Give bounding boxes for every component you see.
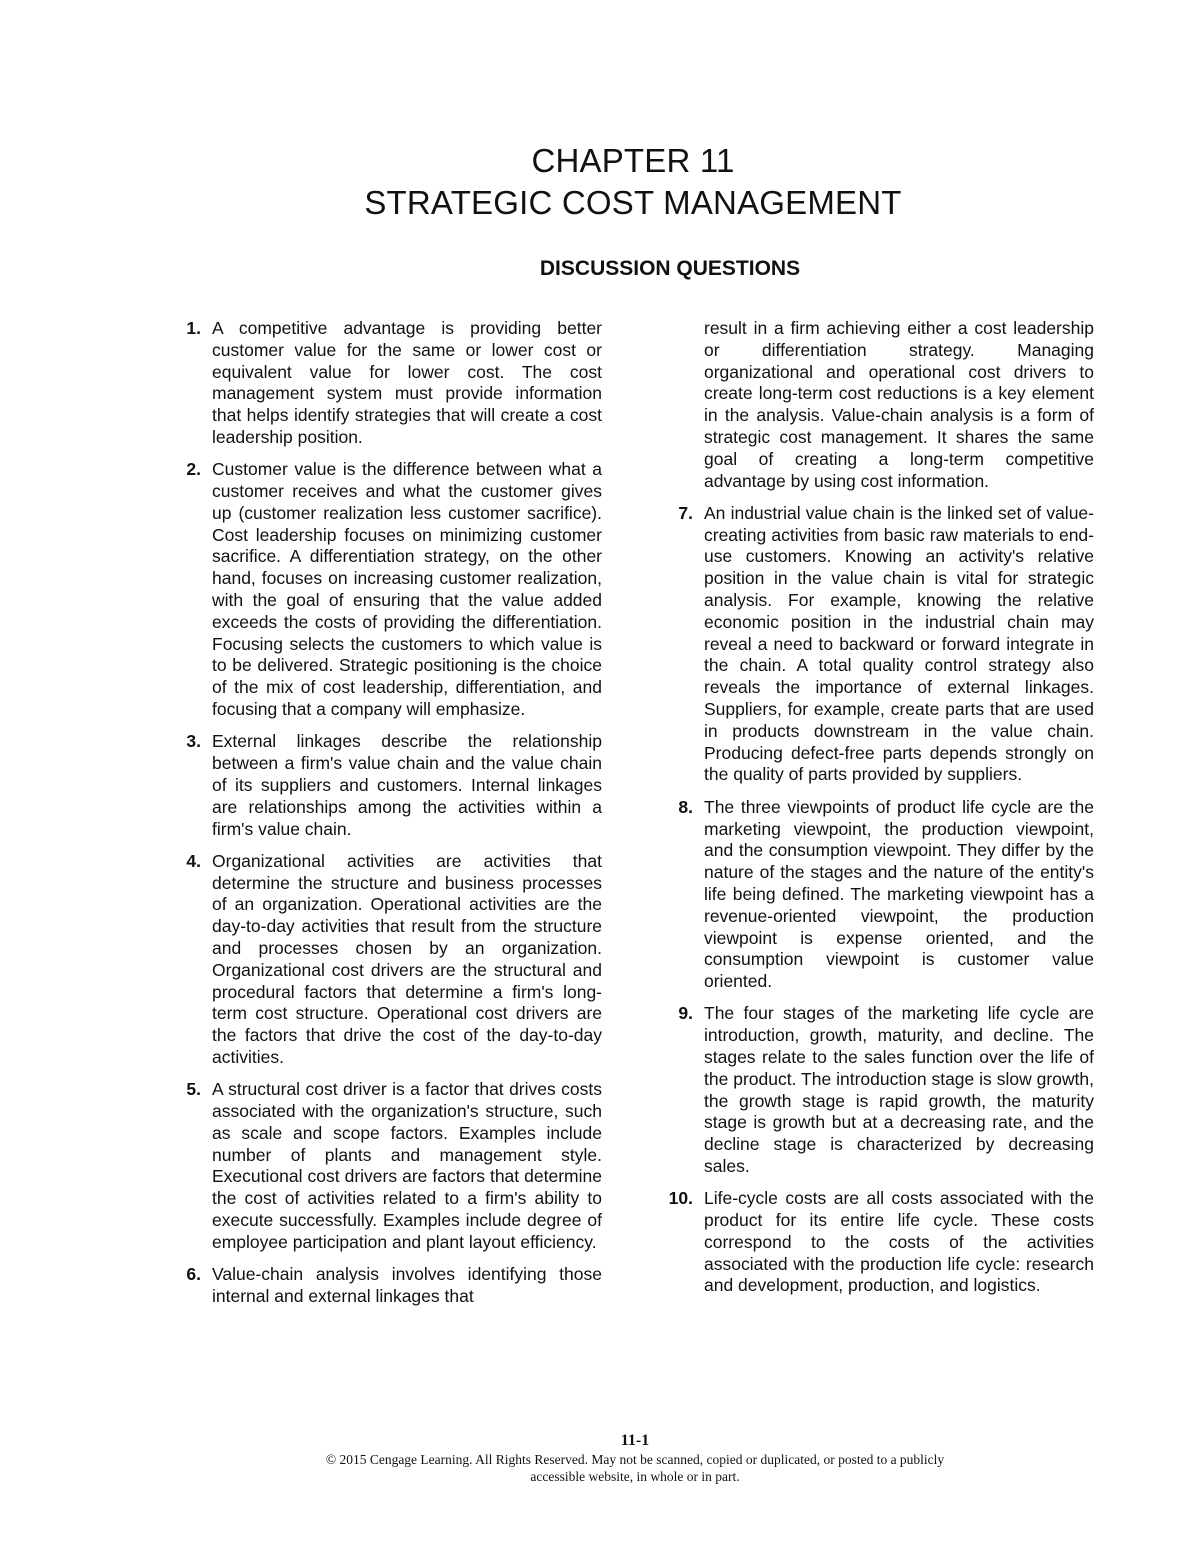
question-number: 6.: [186, 1264, 201, 1285]
question-item: [168, 731, 602, 840]
question-text: The three viewpoints of product life cycle are the marketing viewpoint, the production viewpoint, and the consumption viewpoint. They differ by the nature of the stages and the nature of the entity's life being defined. The marketing viewpoint has a revenue-oriented viewpoint, the production viewpoint is expense oriented, and the consumption viewpoint is customer value oriented.: [704, 796, 1094, 992]
question-number: 5.: [186, 1079, 201, 1100]
question-item: [660, 503, 1094, 786]
section-heading: DISCUSSION QUESTIONS: [539, 257, 801, 280]
question-number: 8.: [678, 796, 693, 817]
question-item: [168, 1079, 602, 1253]
question-item: [660, 1188, 1094, 1297]
chapter-title: [0, 140, 1200, 224]
question-item: [168, 1264, 602, 1308]
question-continuation: [660, 318, 1094, 492]
right-column: [660, 318, 1094, 1308]
question-text: Organizational activities are activities that determine the structure and business processes of an organization. Operational activities are the day-to-day activities that result from the structure and processes chosen by an organization. Organizational cost drivers are the structural and procedural factors that determine a firm's long-term cost structure. Operational cost drivers are the factors that drive the cost of the day-to-day activities.: [212, 850, 602, 1067]
question-item: [660, 1003, 1094, 1177]
question-number: 2.: [186, 459, 201, 480]
question-text: The four stages of the marketing life cycle are introduction, growth, maturity, and decline. The stages relate to the sales function over the life of the product. The introduction stage is slow growth, the growth stage is rapid growth, the maturity stage is growth but at a decreasing rate, and the decline stage is characterized by decreasing sales.: [704, 1003, 1094, 1176]
question-text: Value-chain analysis involves identifying those internal and external linkages that: [212, 1264, 602, 1306]
question-text: An industrial value chain is the linked set of value-creating activities from basic raw materials to end-use customers. Knowing an activity's relative position in the value chain is vital for strategic analysis. For example, knowing the relative economic position in the industrial chain may reveal a need to backward or forward integrate in the chain. A total quality control strategy also reveals the importance of external linkages. Suppliers, for example, create parts that are used in products downstream in the value chain. Producing defect-free parts depends strongly on the quality of parts provided by suppliers.: [704, 502, 1094, 785]
page-number: 11-1: [620, 1432, 650, 1449]
question-number: 3.: [186, 731, 201, 752]
question-text: External linkages describe the relationship between a firm's value chain and the value chain of its suppliers and customers. Internal linkages are relationships among the activities within a firm's value chain.: [212, 731, 602, 839]
question-number: 4.: [186, 850, 201, 871]
question-item: [660, 797, 1094, 993]
left-column: [168, 318, 602, 1318]
question-text: A competitive advantage is providing better customer value for the same or lower cost or equivalent value for lower cost. The cost management system must provide information that helps identify strategies that will create a cost leadership position.: [212, 318, 602, 447]
question-number: 10.: [668, 1188, 693, 1209]
question-item: [168, 318, 602, 449]
question-number: 7.: [678, 502, 693, 523]
copyright-notice: [0, 1451, 1200, 1485]
question-text: result in a firm achieving either a cost leadership or differentiation strategy. Managing organizational and operational cost drivers to create long-term cost reductions is a key element in the analysis. Value-chain analysis is a form of strategic cost management. It shares the same goal of creating a long-term competitive advantage by using cost information.: [704, 318, 1094, 491]
copyright-line-2: accessible website, in whole or in part.: [530, 1469, 740, 1484]
question-text: A structural cost driver is a factor that drives costs associated with the organization's structure, such as scale and scope factors. Examples include number of plants and management style. Executional cost drivers are factors that determine the cost of activities related to a firm's ability to execute successfully. Examples include degree of employee participation and plant layout efficiency.: [212, 1079, 602, 1252]
chapter-name: STRATEGIC COST MANAGEMENT: [364, 184, 902, 221]
question-text: Customer value is the difference between what a customer receives and what the customer gives up (customer realization less customer sacrifice). Cost leadership focuses on minimizing customer sacrifice. A differentiation strategy, on the other hand, focuses on increasing customer realization, with the goal of ensuring that the value added exceeds the costs of providing the differentiation. Focusing selects the customers to which value is to be delivered. Strategic positioning is the choice of the mix of cost leadership, differentiation, and focusing that a company will emphasize.: [212, 459, 602, 720]
question-number: 9.: [678, 1003, 693, 1024]
question-item: [168, 459, 602, 721]
question-item: [168, 851, 602, 1069]
chapter-number: CHAPTER 11: [531, 142, 735, 179]
copyright-line-1: © 2015 Cengage Learning. All Rights Reserved. May not be scanned, copied or duplicated, or posted to a publicly: [325, 1452, 945, 1467]
question-text: Life-cycle costs are all costs associated with the product for its entire life cycle. These costs correspond to the costs of the activities associated with the production life cycle: research and development, production, and logistics.: [704, 1188, 1094, 1296]
question-number: 1.: [186, 318, 201, 338]
